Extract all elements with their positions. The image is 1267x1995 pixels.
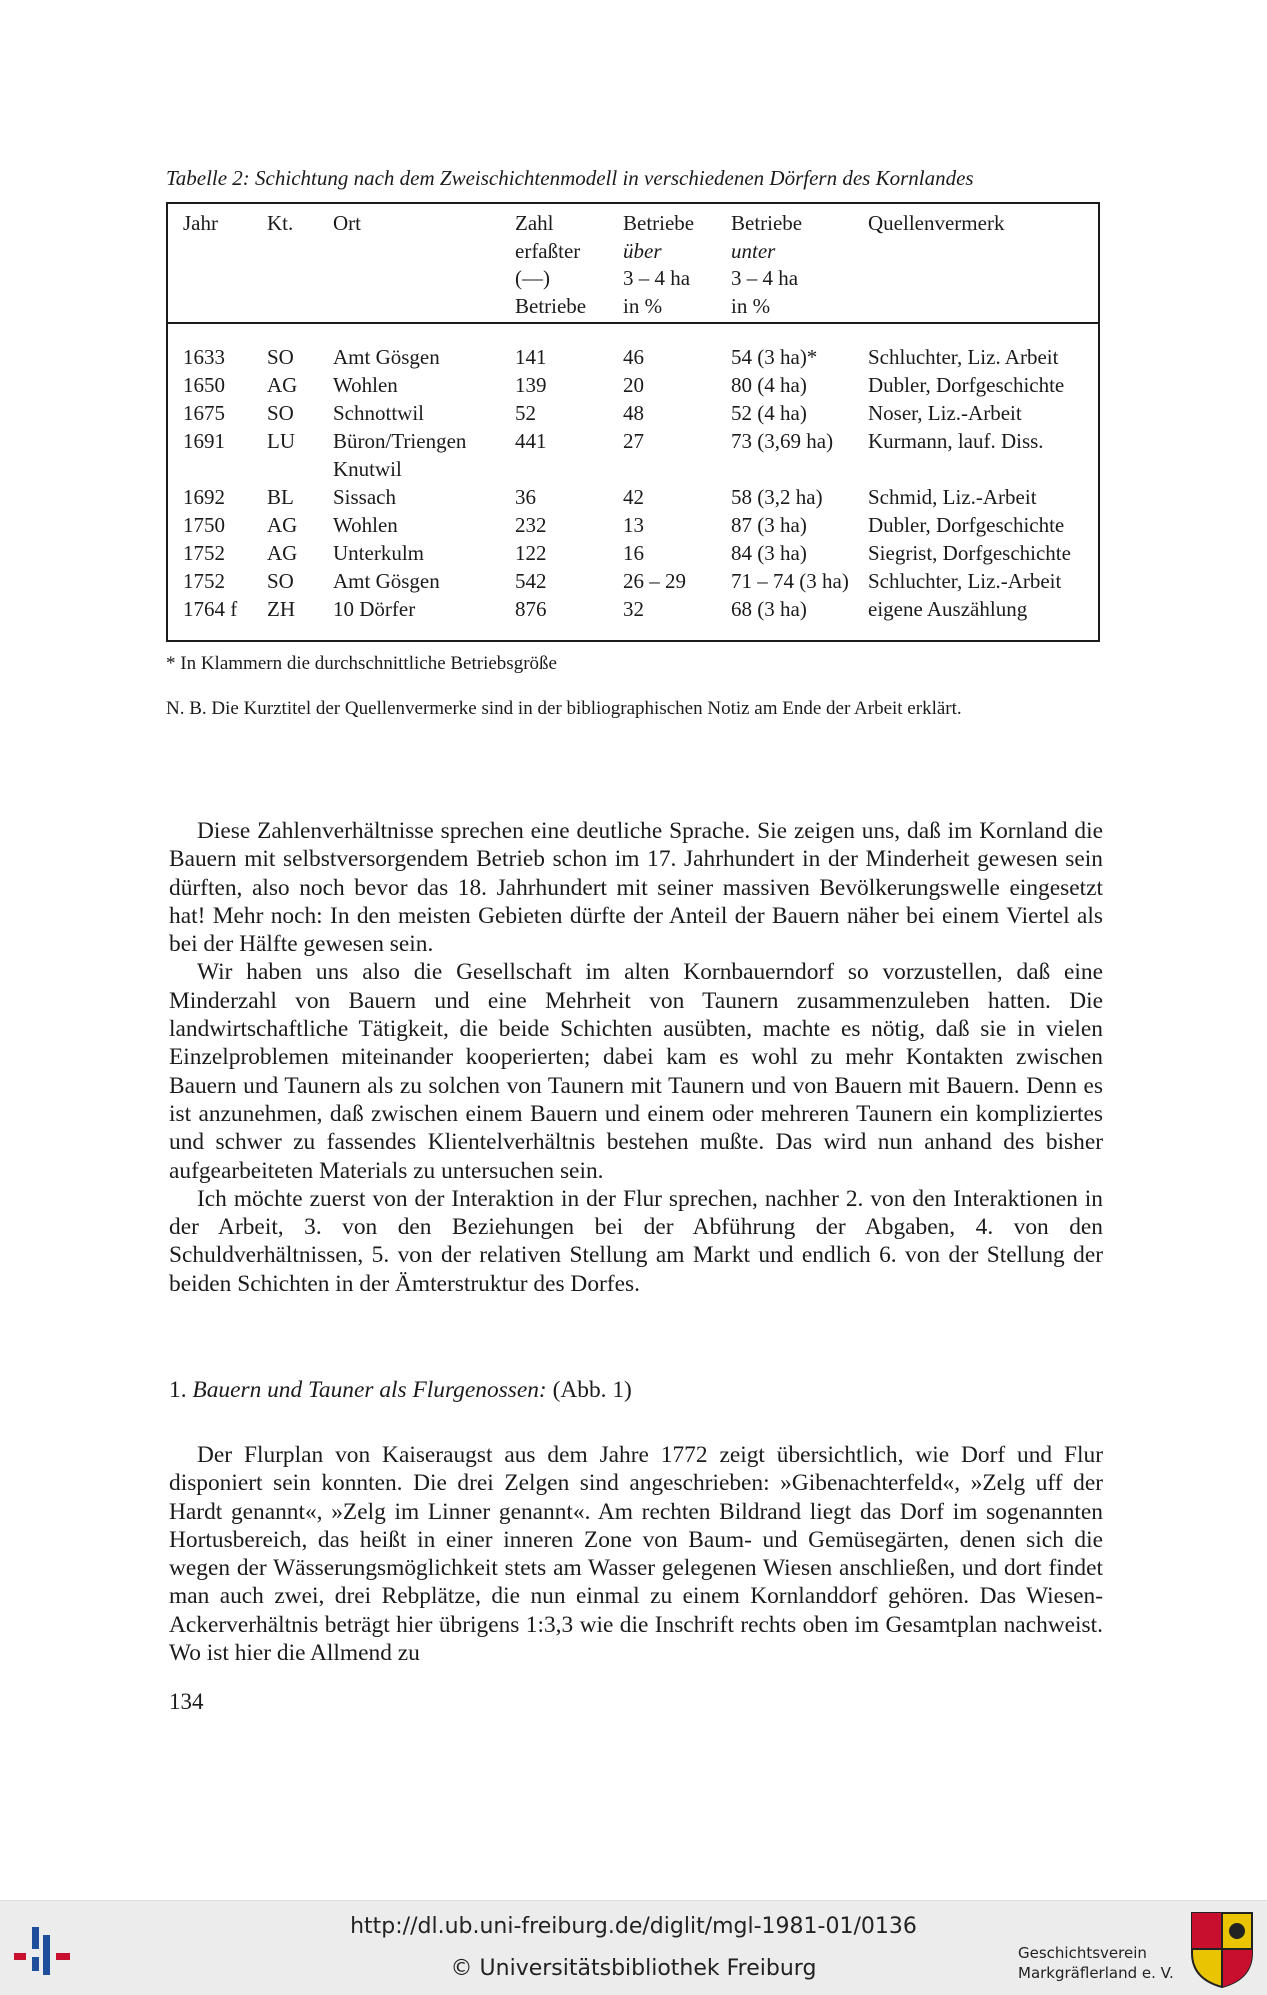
cell-ueber: 32 <box>623 597 644 621</box>
body-text <box>169 817 1103 1298</box>
paragraph: Wir haben uns also die Gesellschaft im alten Kornbauerndorf so vorzustellen, daß eine Minderzahl von Bauern und eine Mehrheit von Taunern zusammenzuleben hatten. Die landwirtschaftliche Tätigkeit, die beide Schichten ausübten, machte es nötig, daß sie in vielen Einzelproblemen miteinander kooperierten; dabei kam es wohl zu mehr Kontakten zwischen Bauern und Taunern als zu solchen von Taunern mit Taunern und von Bauern mit Bauern. Denn es ist anzunehmen, daß zwischen einem Bauern und einem oder mehreren Taunern ein kompliziertes und schwer zu fassendes Klientelverhältnis bestehen mußte. Das wird nun anhand des bisher aufgearbeiteten Materials zu untersuchen sein. <box>169 959 1103 1184</box>
cell-ueber: 42 <box>623 485 644 509</box>
cell-ueber: 26 – 29 <box>623 569 686 593</box>
cell-ort: Amt Gösgen <box>333 345 440 369</box>
cell-jahr: 1752 <box>183 541 225 565</box>
cell-quelle: Noser, Liz.-Arbeit <box>868 401 1022 425</box>
cell-unter: 73 (3,69 ha) <box>731 429 834 453</box>
society-name <box>1018 1943 1188 1983</box>
cell-quelle: Siegrist, Dorfgeschichte <box>868 541 1071 565</box>
cell-zahl: 122 <box>515 541 547 565</box>
paragraph: Der Flurplan von Kaiseraugst aus dem Jahre 1772 zeigt übersichtlich, wie Dorf und Flur disponiert sein konnten. Die drei Zelgen sind angeschrieben: »Gibenachterfeld«, »Zelg uff der Hardt genannt«, »Zelg im Linner genannt«. Am rechten Bildrand liegt das Dorf im sogenannten Hortusbereich, das heißt in einer inneren Zone von Baum- und Gemüsegärten, denen sich die wegen der Wässerungsmöglichkeit stets am Wasser gelegenen Wiesen anschließen, und dort findet man auch zwei, drei Rebplätze, die nun einmal zu einem Kornlanddorf gehören. Das Wiesen-Ackerverhältnis beträgt hier übrigens 1:3,3 wie die Inschrift rechts oben im Gesamtplan nachweist. Wo ist hier die Allmend zu <box>169 1442 1103 1667</box>
section-title: Bauern und Tauner als Flurgenossen: <box>192 1377 547 1403</box>
coat-of-arms-icon <box>1188 1909 1256 1989</box>
cell-ort: Schnottwil <box>333 401 425 425</box>
header-unter: Betriebe unter 3 – 4 ha in % <box>731 211 803 318</box>
cell-quelle: Dubler, Dorfgeschichte <box>868 513 1065 537</box>
cell-kt: AG <box>267 541 298 565</box>
cell-zahl: 232 <box>515 513 547 537</box>
cell-zahl: 441 <box>515 429 547 453</box>
page-number: 134 <box>169 1689 204 1714</box>
cell-zahl: 876 <box>515 597 547 621</box>
cell-ort: Amt Gösgen <box>333 569 440 593</box>
cell-ort-continued: Knutwil <box>333 457 402 481</box>
cell-kt: AG <box>267 373 298 397</box>
cell-ort: Unterkulm <box>333 541 424 565</box>
paragraph: Ich möchte zuerst von der Interaktion in der Flur sprechen, nachher 2. von den Interaktionen in der Arbeit, 3. von den Beziehungen bei der Abführung der Abgaben, 4. von den Schuldverhältnissen, 5. von der relativen Stellung am Markt und endlich 6. von der Stellung der beiden Schichten in der Ämterstruktur des Dorfes. <box>169 1185 1103 1297</box>
cell-ueber: 48 <box>623 401 644 425</box>
cell-unter: 71 – 74 (3 ha) <box>731 569 849 593</box>
table-note: N. B. Die Kurztitel der Quellenvermerke sind in der bibliographischen Notiz am Ende der Arbeit erklärt. <box>166 698 962 719</box>
cell-jahr: 1691 <box>183 429 225 453</box>
cell-ueber: 20 <box>623 373 644 397</box>
cell-jahr: 1750 <box>183 513 225 537</box>
header-jahr: Jahr <box>183 211 218 235</box>
cell-quelle: Schluchter, Liz.-Arbeit <box>868 569 1062 593</box>
cell-zahl: 141 <box>515 345 547 369</box>
header-zahl: Zahl erfaßter (—) Betriebe <box>515 211 587 318</box>
section-heading <box>169 1376 632 1404</box>
cell-unter: 80 (4 ha) <box>731 373 807 397</box>
header-ueber: Betriebe über 3 – 4 ha in % <box>623 211 695 318</box>
figure-reference: (Abb. 1) <box>552 1377 632 1403</box>
cell-kt: SO <box>267 401 294 425</box>
cell-ueber: 16 <box>623 541 644 565</box>
cell-quelle: Schmid, Liz.-Arbeit <box>868 485 1037 509</box>
header-rule <box>168 322 1098 324</box>
cell-quelle: Kurmann, lauf. Diss. <box>868 429 1044 453</box>
cell-unter: 54 (3 ha)* <box>731 345 818 369</box>
footer-bar <box>0 1900 1267 1995</box>
cell-jahr: 1764 f <box>183 597 238 621</box>
cell-ort: 10 Dörfer <box>333 597 416 621</box>
cell-ort: Büron/Triengen <box>333 429 467 453</box>
cell-quelle: Dubler, Dorfgeschichte <box>868 373 1065 397</box>
cell-jahr: 1650 <box>183 373 225 397</box>
cell-zahl: 542 <box>515 569 547 593</box>
cell-kt: ZH <box>267 597 295 621</box>
cell-quelle: Schluchter, Liz. Arbeit <box>868 345 1059 369</box>
cell-kt: SO <box>267 345 294 369</box>
cell-jahr: 1633 <box>183 345 225 369</box>
cell-jahr: 1692 <box>183 485 225 509</box>
cell-ort: Wohlen <box>333 373 398 397</box>
footer-url-link[interactable]: http://dl.ub.uni-freiburg.de/diglit/mgl-1981-01/0136 <box>350 1914 917 1939</box>
cell-ort: Wohlen <box>333 513 398 537</box>
body-text <box>169 1441 1103 1667</box>
cell-zahl: 36 <box>515 485 536 509</box>
footer-copyright: © Universitätsbibliothek Freiburg <box>450 1956 817 1981</box>
cell-zahl: 139 <box>515 373 547 397</box>
cell-unter: 68 (3 ha) <box>731 597 807 621</box>
paragraph: Diese Zahlenverhältnisse sprechen eine deutliche Sprache. Sie zeigen uns, daß im Kornland die Bauern mit selbstversorgendem Betrieb schon im 17. Jahrhundert in der Minderheit gewesen sein dürften, also noch bevor das 18. Jahrhundert mit seiner massiven Bevölkerungswelle eingesetzt hat! Mehr noch: In den meisten Gebieten dürfte der Anteil der Bauern näher bei einem Viertel als bei der Hälfte gewesen sein. <box>169 818 1103 958</box>
cell-jahr: 1675 <box>183 401 225 425</box>
society-name-line: Geschichtsverein <box>1018 1944 1147 1962</box>
cell-zahl: 52 <box>515 401 536 425</box>
section-number: 1. <box>169 1377 187 1403</box>
cell-ueber: 27 <box>623 429 644 453</box>
cell-ueber: 46 <box>623 345 644 369</box>
cell-unter: 84 (3 ha) <box>731 541 807 565</box>
cell-kt: LU <box>267 429 295 453</box>
cell-ort: Sissach <box>333 485 396 509</box>
header-kt: Kt. <box>267 211 294 235</box>
table-footnote: * In Klammern die durchschnittliche Betriebsgröße <box>166 653 557 674</box>
cell-kt: AG <box>267 513 298 537</box>
cell-kt: BL <box>267 485 294 509</box>
table-caption: Tabelle 2: Schichtung nach dem Zweischichtenmodell in verschiedenen Dörfern des Kornlandes <box>166 166 974 190</box>
cell-quelle: eigene Auszählung <box>868 597 1028 621</box>
cell-kt: SO <box>267 569 294 593</box>
cell-ueber: 13 <box>623 513 644 537</box>
cell-unter: 58 (3,2 ha) <box>731 485 823 509</box>
data-table <box>166 202 1100 642</box>
cell-jahr: 1752 <box>183 569 225 593</box>
header-ort: Ort <box>333 211 361 235</box>
society-name-line: Markgräflerland e. V. <box>1018 1964 1174 1982</box>
cell-unter: 52 (4 ha) <box>731 401 807 425</box>
header-quelle: Quellenvermerk <box>868 211 1005 235</box>
cell-unter: 87 (3 ha) <box>731 513 807 537</box>
